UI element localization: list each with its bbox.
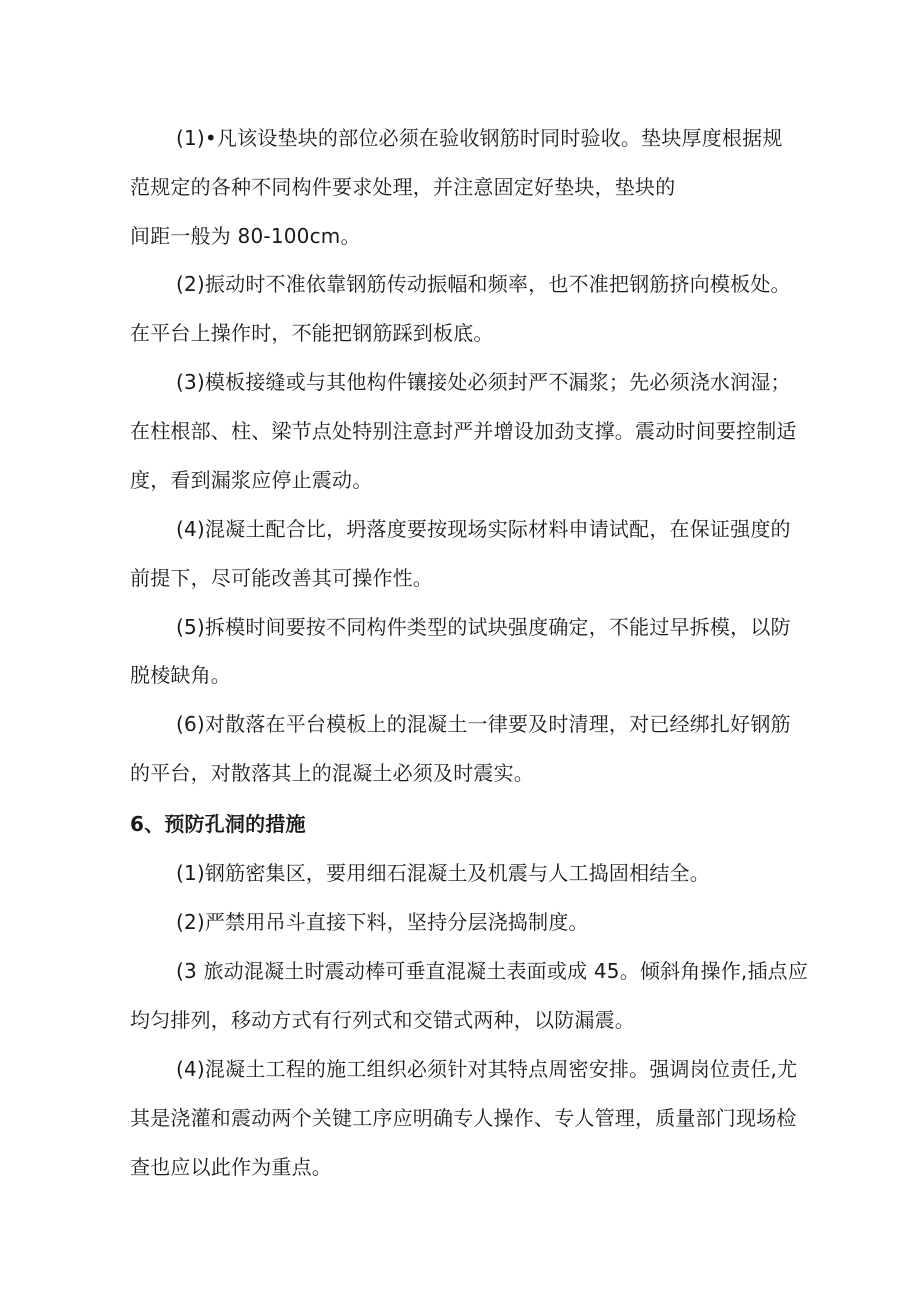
text-line: (2)振动时不准依靠钢筋传动振幅和频率，也不准把钢筋挤向模板处。 bbox=[176, 272, 791, 296]
text-line: (4)混凝土配合比，坍落度要按现场实际材料申请试配，在保证强度的 bbox=[176, 517, 791, 541]
text-line: (5)拆模时间要按不同构件类型的试块强度确定，不能过早拆模，以防 bbox=[176, 615, 791, 639]
text-line: 均匀排列，移动方式有行列式和交错式两种，以防漏震。 bbox=[130, 1008, 635, 1032]
text-line: (3)模板接缝或与其他构件镶接处必须封严不漏浆；先必须浇水润湿； bbox=[176, 370, 791, 394]
text-line: 其是浇灌和震动两个关键工序应明确专人操作、专人管理，质量部门现场检 bbox=[130, 1106, 797, 1130]
text-line: (1)钢筋密集区，要用细石混凝土及机震与人工捣固相结全。 bbox=[176, 861, 710, 885]
text-line: (4)混凝土工程的施工组织必须针对其特点周密安排。强调岗位责任,尤 bbox=[176, 1057, 798, 1081]
text-line: (1)•凡该设垫块的部位必须在验收钢筋时同时验收。垫块厚度根据规 bbox=[176, 126, 783, 150]
text-line: (2)严禁用吊斗直接下料，坚持分层浇捣制度。 bbox=[176, 910, 589, 934]
text-line: (3 旅动混凝土时震动棒可垂直混凝土表面或成 45。倾斜角操作,插点应 bbox=[176, 959, 809, 983]
text-line: 在平台上操作时，不能把钢筋踩到板底。 bbox=[130, 321, 494, 345]
text-line: 度，看到漏浆应停止震动。 bbox=[130, 468, 373, 492]
section-heading: 6、预防孔洞的措施 bbox=[130, 812, 306, 836]
text-line: 前提下，尽可能改善其可操作性。 bbox=[130, 566, 433, 590]
text-line: 查也应以此作为重点。 bbox=[130, 1155, 332, 1179]
text-line: 范规定的各种不同构件要求处理，并注意固定好垫块，垫块的 bbox=[130, 175, 676, 199]
text-line: 脱棱缺角。 bbox=[130, 663, 231, 687]
text-line: (6)对散落在平台模板上的混凝土一律要及时清理，对已经绑扎好钢筋 bbox=[176, 712, 791, 736]
text-line: 的平台，对散落其上的混凝土必须及时震实。 bbox=[130, 761, 534, 785]
text-line: 在柱根部、柱、梁节点处特别注意封严并增设加劲支撑。震动时间要控制适 bbox=[130, 419, 797, 443]
text-line: 间距一般为 80-100cm。 bbox=[130, 224, 361, 248]
